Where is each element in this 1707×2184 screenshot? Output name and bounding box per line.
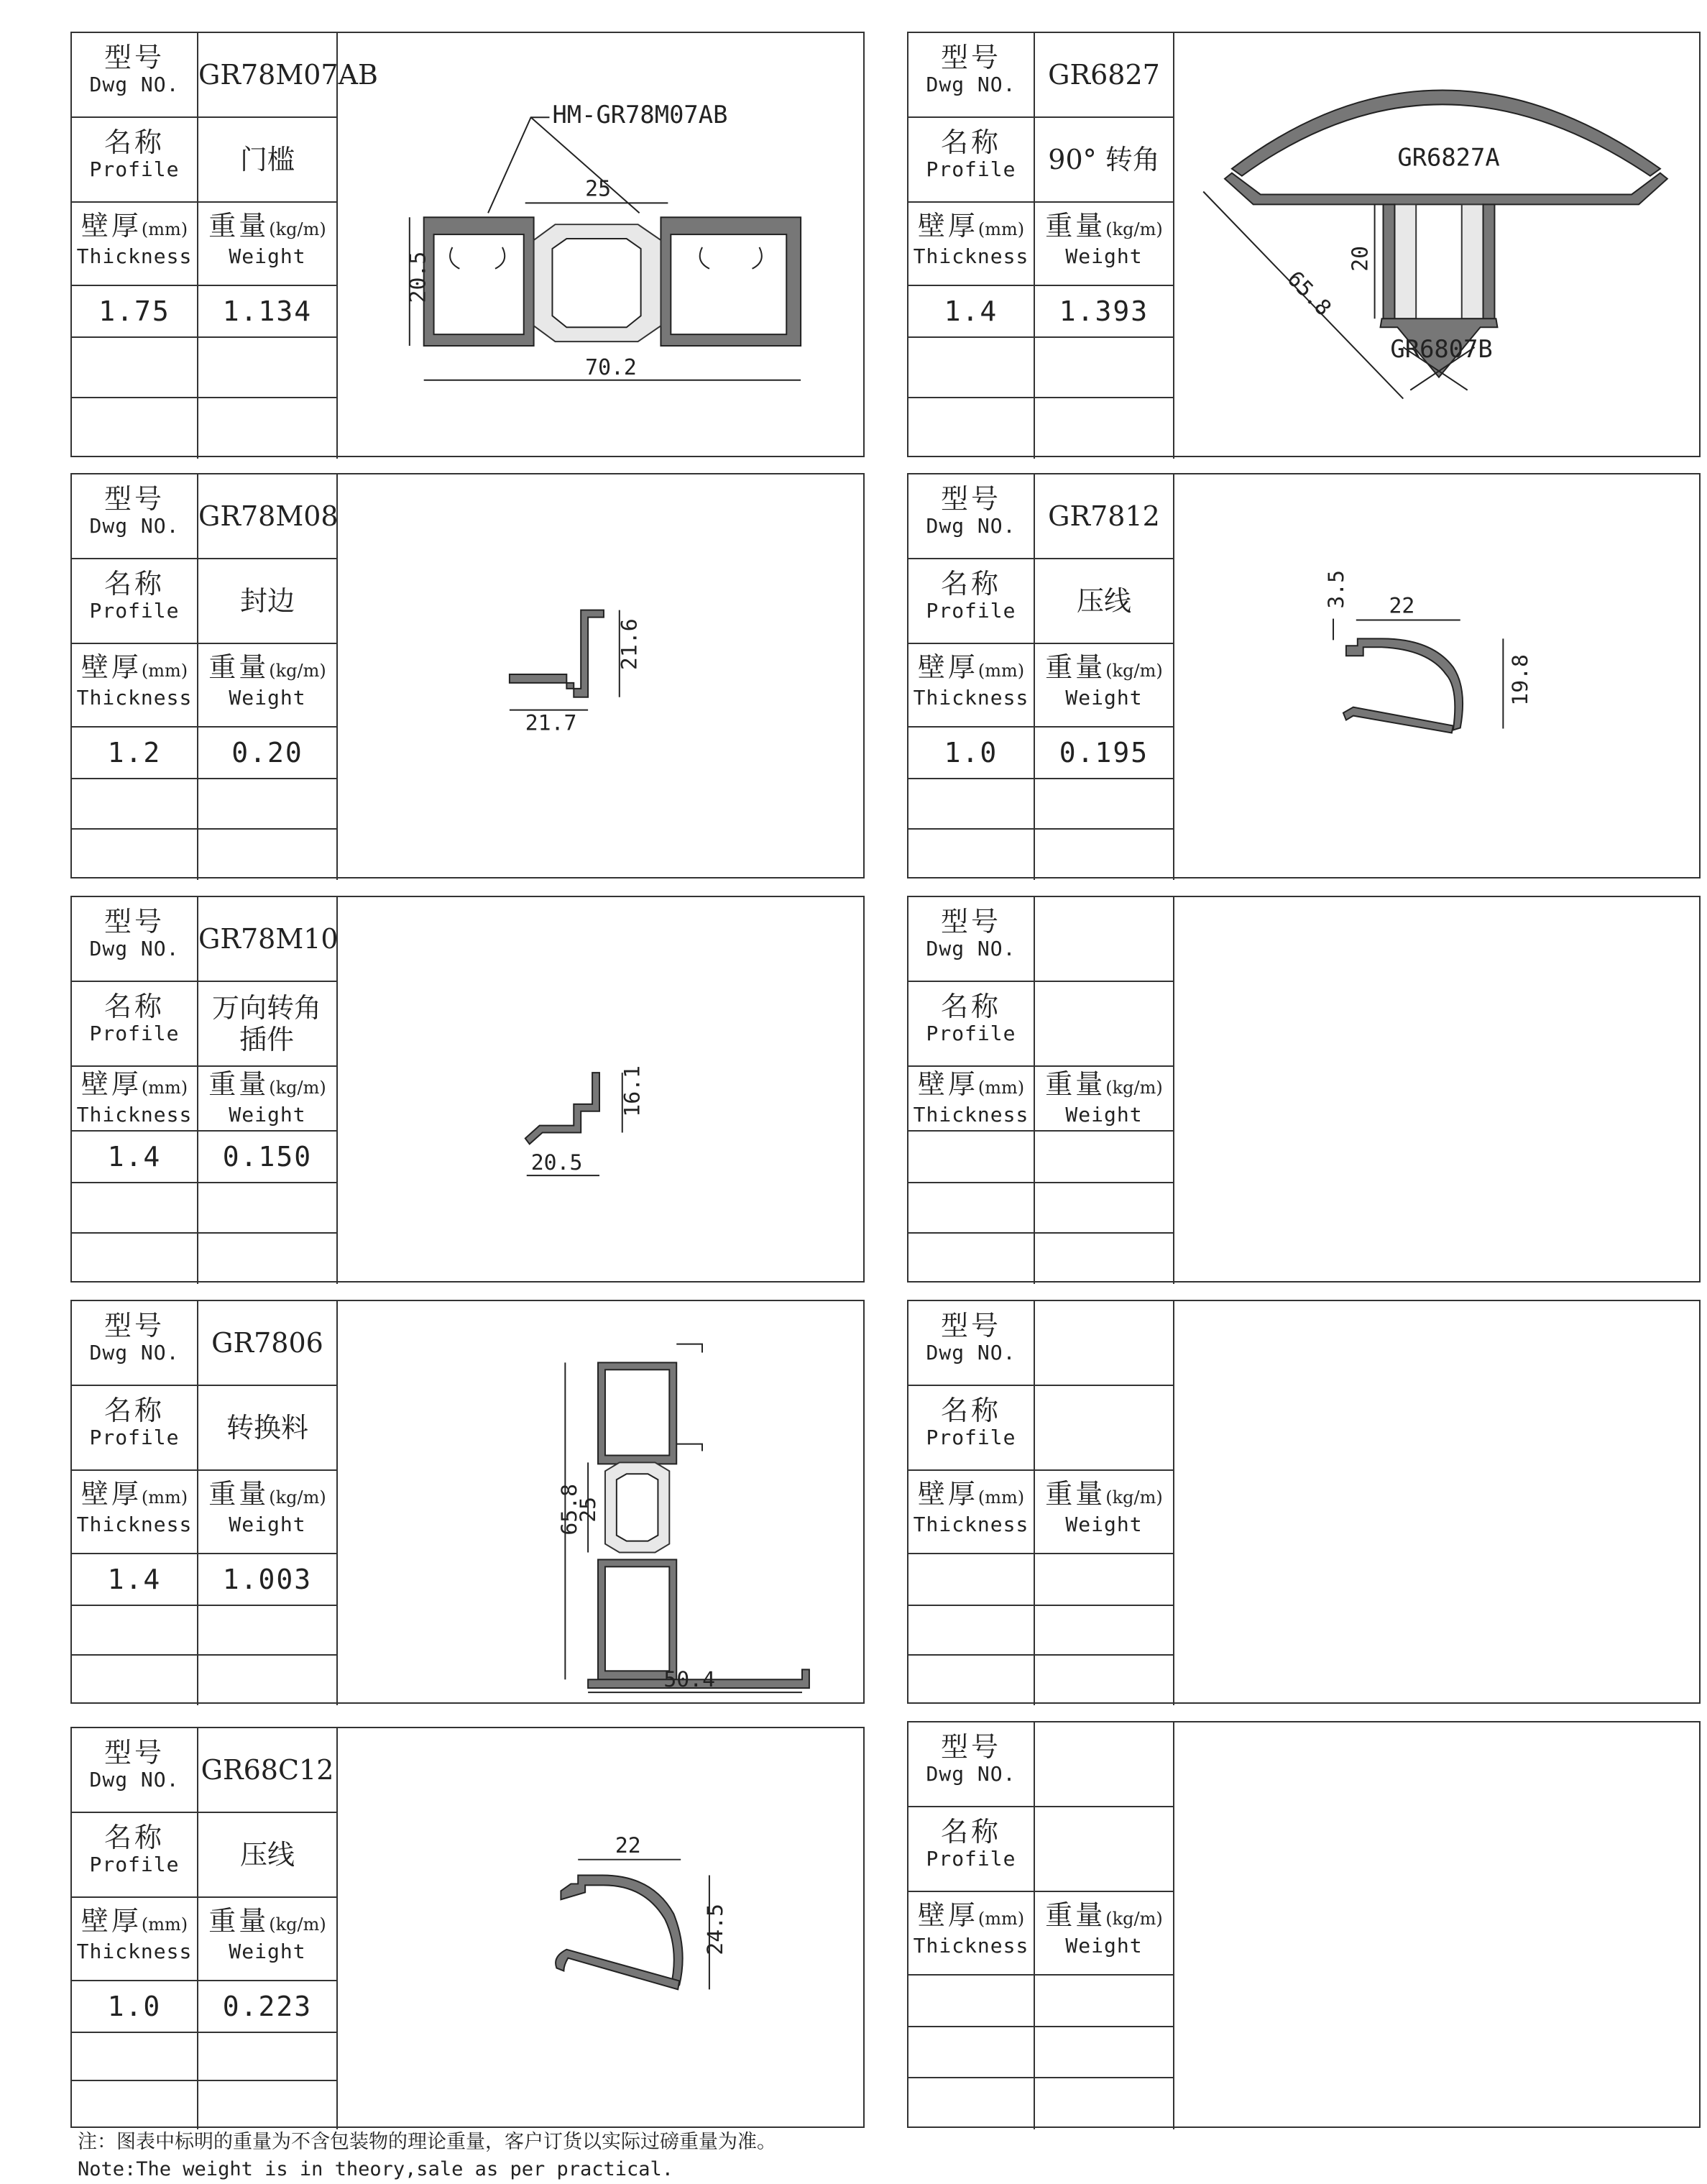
values-row bbox=[72, 286, 338, 338]
spec-table bbox=[72, 1301, 338, 1702]
dwg-number: GR6827 bbox=[1048, 59, 1160, 91]
profile-drawing-empty bbox=[1174, 1301, 1699, 1702]
thickness-value: 1.75 bbox=[98, 295, 170, 327]
dim-height: 24.5 bbox=[702, 1904, 728, 1955]
dim-width: 50.4 bbox=[663, 1667, 716, 1693]
thickness-weight-header: 壁厚(mm) Thickness 重量(kg/m) Weight bbox=[72, 1898, 338, 1981]
empty-row bbox=[72, 1606, 338, 1656]
profile-drawing-empty bbox=[1174, 897, 1699, 1281]
profile-card-9 bbox=[70, 1727, 865, 2128]
profile-card-4 bbox=[907, 473, 1701, 878]
dim-a: 3.5 bbox=[1323, 569, 1349, 609]
thickness-weight-header: 壁厚(mm) Thickness 重量(kg/m) Weight bbox=[72, 203, 338, 286]
spec-table bbox=[72, 897, 338, 1281]
empty-row bbox=[72, 830, 338, 880]
dim-width: 21.7 bbox=[525, 710, 577, 736]
values-row bbox=[908, 1132, 1174, 1183]
empty-row bbox=[72, 1656, 338, 1705]
values-row bbox=[908, 1976, 1174, 2027]
section-drawing-svg bbox=[338, 897, 863, 1281]
profile-card-2 bbox=[907, 32, 1701, 457]
spec-table bbox=[72, 33, 378, 456]
dwg-number: GR68C12 bbox=[201, 1754, 334, 1786]
dwg-number: GR78M10 bbox=[198, 923, 339, 955]
dwg-row: 型号 Dwg NO. GR78M08 bbox=[72, 474, 338, 559]
values-row bbox=[72, 1981, 338, 2033]
empty-row bbox=[908, 1656, 1174, 1705]
empty-row bbox=[72, 1234, 338, 1284]
profile-row: 名称 Profile 压线 bbox=[72, 1813, 338, 1898]
profile-name: 压线 bbox=[1076, 585, 1131, 617]
label-part-b: GR6807B bbox=[1390, 334, 1493, 363]
profile-card-8 bbox=[907, 1300, 1701, 1704]
values-row bbox=[72, 728, 338, 779]
section-drawing-svg bbox=[338, 1301, 863, 1702]
thickness-value: 1.4 bbox=[944, 295, 998, 327]
dwg-row: 型号 Dwg NO. bbox=[908, 1301, 1174, 1386]
profile-card-3 bbox=[70, 473, 865, 878]
weight-value: 0.195 bbox=[1059, 737, 1149, 768]
empty-row bbox=[72, 2081, 338, 2129]
profile-row: 名称 Profile bbox=[908, 1807, 1174, 1892]
profile-name: 转换料 bbox=[226, 1412, 308, 1444]
empty-row bbox=[908, 398, 1174, 459]
dwg-row: 型号 Dwg NO. bbox=[908, 1722, 1174, 1807]
profile-row: 名称 Profile bbox=[908, 982, 1174, 1067]
dim-width: 22 bbox=[615, 1832, 641, 1858]
section-drawing-svg bbox=[338, 474, 863, 877]
thickness-value: 1.2 bbox=[107, 737, 162, 768]
empty-row bbox=[908, 830, 1174, 880]
empty-row bbox=[908, 1183, 1174, 1234]
empty-row bbox=[72, 1183, 338, 1234]
dim-top: 25 bbox=[585, 176, 612, 202]
profile-row: 名称 Profile 万向转角插件 bbox=[72, 982, 338, 1067]
thickness-weight-header: 壁厚(mm) Thickness 重量(kg/m) Weight bbox=[72, 1067, 338, 1132]
thickness-weight-header: 壁厚(mm) Thickness 重量(kg/m) Weight bbox=[908, 644, 1174, 728]
profile-row: 名称 Profile 压线 bbox=[908, 559, 1174, 644]
profile-card-5 bbox=[70, 896, 865, 1283]
dwg-number: GR7812 bbox=[1048, 500, 1160, 532]
dim-height: 16.1 bbox=[620, 1065, 645, 1117]
dim-height: 20.5 bbox=[405, 251, 431, 303]
spec-table bbox=[908, 1722, 1174, 2126]
values-row bbox=[908, 728, 1174, 779]
empty-row bbox=[908, 1606, 1174, 1656]
empty-row bbox=[908, 1234, 1174, 1284]
footnote-zh: 注：图表中标明的重量为不含包装物的理论重量，客户订货以实际过磅重量为准。 bbox=[78, 2131, 776, 2153]
weight-value: 0.223 bbox=[222, 1991, 313, 2022]
profile-card-7 bbox=[70, 1300, 865, 1704]
profile-name: 门槛 bbox=[239, 144, 295, 175]
dim-height: 20 bbox=[1348, 245, 1374, 272]
dwg-row: 型号 Dwg NO. GR78M10 bbox=[72, 897, 338, 982]
dim-height: 19.8 bbox=[1508, 654, 1534, 706]
spec-table bbox=[72, 1728, 338, 2126]
profile-name: 万向转角插件 bbox=[211, 992, 321, 1055]
thickness-weight-header: 壁厚(mm) Thickness 重量(kg/m) Weight bbox=[908, 1067, 1174, 1132]
profile-card-6 bbox=[907, 896, 1701, 1283]
weight-value: 0.150 bbox=[222, 1141, 313, 1173]
thickness-weight-header: 壁厚(mm) Thickness 重量(kg/m) Weight bbox=[908, 1471, 1174, 1554]
thickness-weight-header: 壁厚(mm) Thickness 重量(kg/m) Weight bbox=[72, 1471, 338, 1554]
weight-value: 0.20 bbox=[231, 737, 303, 768]
values-row bbox=[72, 1132, 338, 1183]
profile-card-1 bbox=[70, 32, 865, 457]
dwg-row: 型号 Dwg NO. GR68C12 bbox=[72, 1728, 338, 1813]
edge-profile bbox=[510, 610, 604, 697]
section-drawing-svg bbox=[1174, 474, 1699, 877]
dwg-row: 型号 Dwg NO. GR6827 bbox=[908, 33, 1174, 118]
empty-row bbox=[72, 398, 338, 459]
profile-row: 名称 Profile bbox=[908, 1386, 1174, 1471]
profile-drawing bbox=[1174, 474, 1699, 877]
spec-table bbox=[908, 474, 1174, 877]
spec-table bbox=[72, 474, 338, 877]
thickness-value: 1.0 bbox=[944, 737, 998, 768]
profile-name: 封边 bbox=[239, 585, 295, 617]
weight-value: 1.393 bbox=[1059, 295, 1149, 327]
profile-drawing bbox=[338, 897, 863, 1281]
profile-row: 名称 Profile 门槛 bbox=[72, 118, 338, 203]
values-row bbox=[72, 1554, 338, 1606]
dim-width: 20.5 bbox=[530, 1150, 583, 1176]
values-row bbox=[908, 1554, 1174, 1606]
weight-value: 1.134 bbox=[222, 295, 313, 327]
profile-drawing bbox=[338, 474, 863, 877]
dim-middle: 25 bbox=[576, 1496, 602, 1523]
dim-width: 22 bbox=[1389, 593, 1415, 619]
empty-row bbox=[72, 779, 338, 830]
profile-name: 90° 转角 bbox=[1048, 144, 1160, 175]
profile-name: 压线 bbox=[239, 1839, 295, 1871]
dim-height: 21.6 bbox=[617, 618, 643, 671]
callout-label: HM-GR78M07AB bbox=[552, 101, 728, 129]
dwg-row: 型号 Dwg NO. bbox=[908, 897, 1174, 982]
profile-drawing bbox=[1174, 33, 1699, 456]
empty-row bbox=[908, 779, 1174, 830]
section-drawing-svg bbox=[338, 33, 863, 456]
profile-drawing bbox=[338, 1728, 863, 2126]
section-drawing-svg bbox=[338, 1728, 863, 2126]
dwg-row: 型号 Dwg NO. GR7812 bbox=[908, 474, 1174, 559]
values-row bbox=[908, 286, 1174, 338]
thickness-value: 1.4 bbox=[107, 1141, 162, 1173]
dwg-number: GR7806 bbox=[211, 1327, 323, 1359]
dwg-number: GR78M07AB bbox=[198, 59, 378, 91]
weight-value: 1.003 bbox=[222, 1564, 313, 1595]
thickness-weight-header: 壁厚(mm) Thickness 重量(kg/m) Weight bbox=[72, 644, 338, 728]
empty-row bbox=[72, 2033, 338, 2081]
section-drawing-svg bbox=[1174, 33, 1699, 456]
label-part-a: GR6827A bbox=[1397, 143, 1500, 172]
empty-row bbox=[908, 2027, 1174, 2078]
dim-diagonal: 65.8 bbox=[1282, 266, 1336, 321]
dim-height: 65.8 bbox=[557, 1483, 583, 1536]
spec-table bbox=[908, 33, 1174, 456]
empty-row bbox=[908, 2078, 1174, 2129]
profile-card-10 bbox=[907, 1721, 1701, 2128]
thickness-weight-header: 壁厚(mm) Thickness 重量(kg/m) Weight bbox=[908, 1892, 1174, 1976]
thickness-value: 1.4 bbox=[107, 1564, 162, 1595]
profile-drawing bbox=[338, 1301, 863, 1702]
footnote-en: Note:The weight is in theory,sale as per practical. bbox=[78, 2158, 674, 2180]
spec-table bbox=[908, 1301, 1174, 1702]
dim-width: 70.2 bbox=[585, 354, 637, 380]
empty-row bbox=[908, 338, 1174, 398]
dwg-row: 型号 Dwg NO. GR7806 bbox=[72, 1301, 338, 1386]
thickness-value: 1.0 bbox=[107, 1991, 162, 2022]
thickness-weight-header: 壁厚(mm) Thickness 重量(kg/m) Weight bbox=[908, 203, 1174, 286]
spec-table bbox=[908, 897, 1174, 1281]
profile-drawing-empty bbox=[1174, 1722, 1699, 2126]
empty-row bbox=[72, 338, 338, 398]
profile-row: 名称 Profile 封边 bbox=[72, 559, 338, 644]
dwg-row: 型号 Dwg NO. GR78M07AB bbox=[72, 33, 338, 118]
corner-insert bbox=[525, 1073, 599, 1144]
profile-drawing bbox=[338, 33, 863, 456]
profile-row: 名称 Profile 90° 转角 bbox=[908, 118, 1174, 203]
profile-row: 名称 Profile 转换料 bbox=[72, 1386, 338, 1471]
dwg-number: GR78M08 bbox=[198, 500, 339, 532]
